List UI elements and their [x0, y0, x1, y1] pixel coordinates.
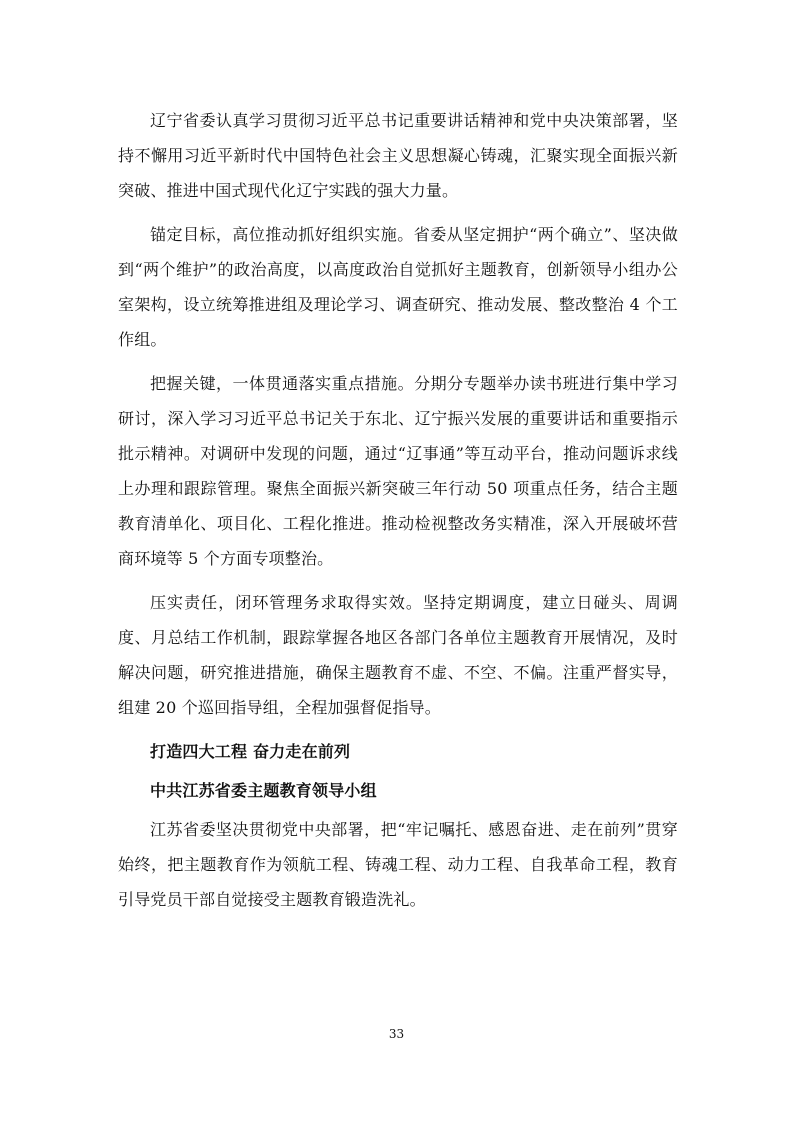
body-paragraph: 压实责任，闭环管理务求取得实效。坚持定期调度，建立日碰头、周调度、月总结工作机制，跟踪掌握各地区各部门各单位主题教育开展情况，及时解决问题，研究推进措施，确保主题教育不虚、不空、不偏。注重严督实导，组建 20 个巡回指导组，全程加强督促指导。 [118, 593, 678, 717]
body-paragraph: 江苏省委坚决贯彻党中央部署，把“牢记嘱托、感恩奋进、走在前列”贯穿始终，把主题教育作为领航工程、铸魂工程、动力工程、自我革命工程，教育引导党员干部自觉接受主题教育锻造洗礼。 [118, 820, 678, 909]
body-paragraph: 把握关键，一体贯通落实重点措施。分期分专题举办读书班进行集中学习研讨，深入学习习近平总书记关于东北、辽宁振兴发展的重要讲话和重要指示批示精神。对调研中发现的问题，通过“辽事通”等互动平台，推动问题诉求线上办理和跟踪管理。聚焦全面振兴新突破三年行动 50 项重点任务，结合主题教育清单化、项目化、工程化推进。推动检视整改务实精准，深入开展破坏营商环境等 5 个方面专项整治。 [118, 374, 678, 568]
body-paragraph: 锚定目标，高位推动抓好组织实施。省委从坚定拥护“两个确立”、坚决做到“两个维护”的政治高度，以高度政治自觉抓好主题教育，创新领导小组办公室架构，设立统筹推进组及理论学习、调查研究、推动发展、整改整治 4 个工作组。 [118, 225, 678, 349]
section-title: 打造四大工程 奋力走在前列 [150, 742, 351, 761]
page-number: 33 [388, 1027, 405, 1041]
page-content [118, 103, 678, 926]
body-paragraph: 辽宁省委认真学习贯彻习近平总书记重要讲话精神和党中央决策部署，坚持不懈用习近平新时代中国特色社会主义思想凝心铸魂，汇聚实现全面振兴新突破、推进中国式现代化辽宁实践的强大力量。 [118, 111, 678, 200]
section-author: 中共江苏省委主题教育领导小组 [150, 781, 377, 800]
